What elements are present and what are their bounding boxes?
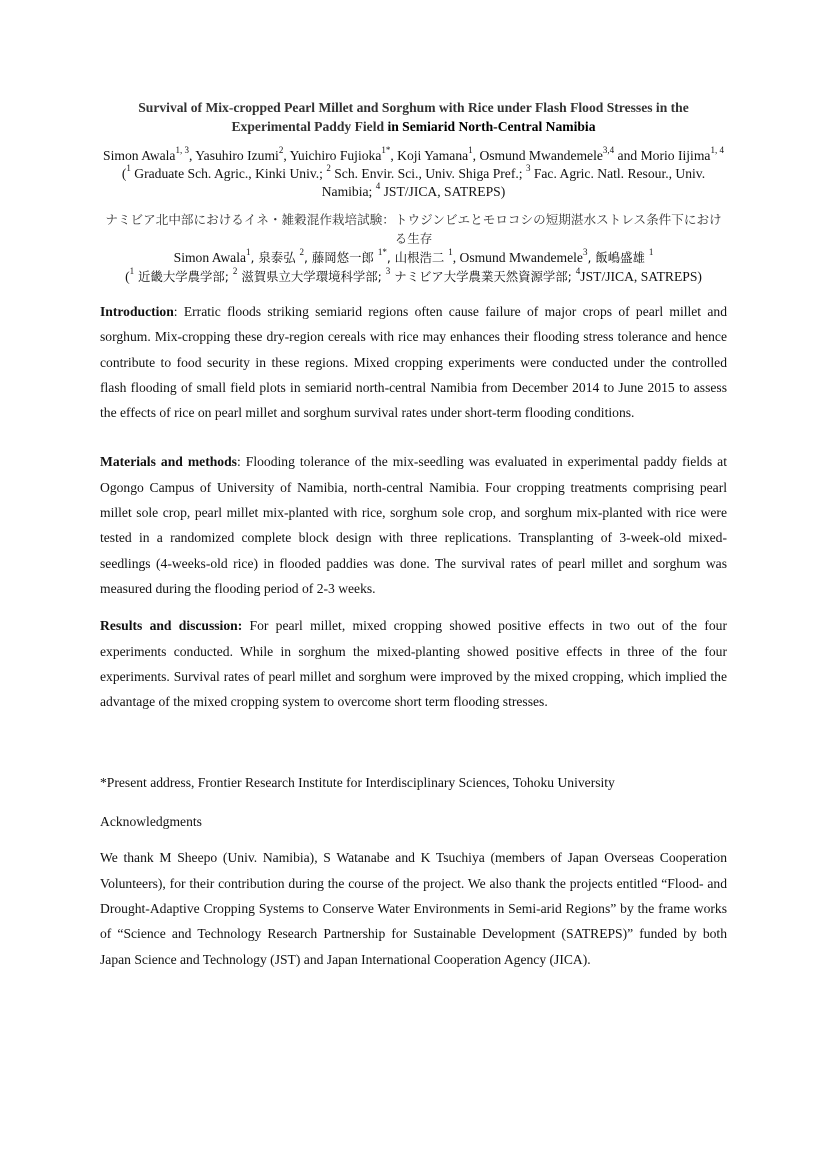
author-name: , 飯嶋盛雄 bbox=[587, 250, 649, 265]
title-lead-letter: S bbox=[138, 100, 146, 115]
author-name: Simon Awala bbox=[103, 148, 176, 163]
affiliation-text: Sch. Envir. Sci., Univ. Shiga Pref.; bbox=[330, 166, 526, 181]
paren-open: ( bbox=[121, 166, 127, 181]
affiliations-en bbox=[100, 165, 727, 201]
affiliations-jp bbox=[100, 267, 727, 286]
author-affiliation-mark: 1, 4 bbox=[710, 145, 724, 156]
author-name: , Osmund Mwandemele bbox=[472, 148, 603, 163]
author-name: Simon Awala bbox=[173, 250, 247, 265]
author-name: , Yasuhiro Izumi bbox=[188, 148, 279, 163]
author-list-jp bbox=[100, 248, 727, 267]
affiliation-mark: 2 bbox=[326, 163, 331, 174]
results-heading: Results and discussion: bbox=[100, 618, 243, 634]
title-location: in Semiarid North-Central Namibia bbox=[384, 119, 596, 134]
affiliation-mark: 1 bbox=[126, 163, 131, 174]
author-name: , Osmund Mwandemele bbox=[452, 250, 583, 265]
author-affiliation-mark: 1* bbox=[377, 247, 387, 258]
author-affiliation-mark: 1 bbox=[246, 247, 251, 258]
results-text: For pearl millet, mixed cropping showed positive effects in two out of the four experiments conducted. While in sorghum the mixed-planting showed positive effects in three of the four experiments. Survival rates of pearl millet and sorghum were improved by the mixed cropping, which implied the advantage of the mixed cropping system to overcome short term flooding stresses. bbox=[100, 618, 727, 710]
author-name: and Morio Iijima bbox=[614, 148, 711, 163]
author-affiliation-mark: 1, 3 bbox=[175, 145, 189, 156]
methods-heading: Materials and methods bbox=[100, 454, 237, 470]
paren-open: ( bbox=[125, 269, 130, 284]
author-name: , 山根浩二 bbox=[386, 250, 449, 265]
affiliation-text: JST/JICA, SATREPS) bbox=[580, 269, 702, 284]
introduction-text: : Erratic floods striking semiarid regions often cause failure of major crops of pearl millet and sorghum. Mix-cropping these dry-region cereals with rice may enhances their flooding stress tolerance and hence contribute to food security in these regions. Mixed cropping experiments were conducted under the controlled flash flooding of small field plots in semiarid north-central Namibia from December 2014 to June 2015 to assess the effects of rice on pearl millet and sorghum survival rates under short-term flooding conditions. bbox=[100, 304, 727, 421]
author-affiliation-mark: 3,4 bbox=[602, 145, 615, 156]
author-affiliation-mark: 2 bbox=[299, 247, 305, 258]
affiliation-text: Fac. Agric. Natl. Resour., Univ. Namibia; bbox=[321, 166, 706, 199]
author-name: , 藤岡悠一郎 bbox=[304, 250, 378, 265]
author-name: , 泉泰弘 bbox=[250, 250, 300, 265]
methods-section bbox=[100, 449, 727, 601]
paper-title-jp: ナミビア北中部におけるイネ・雑穀混作栽培試験：トウジンビエとモロコシの短期湛水ストレス条件下における生存 bbox=[105, 212, 722, 246]
affiliation-text: JST/JICA, SATREPS) bbox=[380, 184, 506, 199]
affiliation-mark: 1 bbox=[129, 266, 135, 277]
title-main: urvival of Mix-cropped Pearl Millet and Sorghum with Rice under Flash Flood Stresses in the Experimental Paddy Field bbox=[145, 100, 689, 134]
acknowledgments-text: We thank M Sheepo (Univ. Namibia), S Watanabe and K Tsuchiya (members of Japan Overseas Cooperation Volunteers), for their contribution during the course of the project. We also thank the projects entitled “Flood- and Drought-Adaptive Cropping Systems to Conserve Water Environments in Semi-arid Regions” by the frame works of “Science and Technology Research Partnership for Sustainable Development (SATREPS)” funded by both Japan Science and Technology (JST) and Japan International Cooperation Agency (JICA). bbox=[100, 850, 727, 967]
author-affiliation-mark: 1* bbox=[381, 145, 391, 156]
affiliation-text: ナミビア大学農業天然資源学部; bbox=[390, 269, 576, 284]
present-address-note: *Present address, Frontier Research Institute for Interdisciplinary Sciences, Tohoku University bbox=[100, 775, 615, 791]
affiliation-mark: 3 bbox=[385, 266, 391, 277]
affiliation-text: 滋賀県立大学環境科学部; bbox=[237, 269, 386, 284]
affiliation-mark: 4 bbox=[575, 266, 581, 277]
affiliation-mark: 4 bbox=[375, 181, 381, 192]
affiliation-text: Graduate Sch. Agric., Kinki Univ.; bbox=[130, 166, 327, 181]
introduction-heading: Introduction bbox=[100, 304, 174, 319]
author-affiliation-mark: 1 bbox=[448, 247, 453, 258]
affiliation-mark: 3 bbox=[525, 163, 531, 174]
author-affiliation-mark: 1 bbox=[468, 145, 473, 156]
results-section bbox=[100, 613, 727, 714]
affiliation-mark: 2 bbox=[232, 266, 238, 277]
author-affiliation-mark: 1 bbox=[648, 247, 654, 258]
methods-text: : Flooding tolerance of the mix-seedling was evaluated in experimental paddy fields at Ogongo Campus of University of Namibia, north-central Namibia. Four cropping treatments comprising pearl millet sole crop, pearl millet mix-planted with rice, sorghum sole crop, and sorghum mix-planted with rice were tested in a randomized complete block design with three replications. Transplanting of 3-week-old mixed-seedlings (4-weeks-old rice) in flooded paddies was done. The survival rates of pearl millet and sorghum was measured during the flooding period of 2-3 weeks. bbox=[100, 454, 727, 596]
author-name: , Yuichiro Fujioka bbox=[283, 148, 382, 163]
acknowledgments-heading: Acknowledgments bbox=[100, 814, 202, 830]
affiliation-text: 近畿大学農学部; bbox=[134, 269, 233, 284]
author-list-en bbox=[100, 147, 727, 165]
author-affiliation-mark: 2 bbox=[278, 145, 284, 156]
paper-title bbox=[100, 98, 727, 136]
author-affiliation-mark: 3 bbox=[582, 247, 588, 258]
introduction-section bbox=[100, 299, 727, 425]
paper-page bbox=[100, 98, 727, 972]
author-name: , Koji Yamana bbox=[390, 148, 469, 163]
